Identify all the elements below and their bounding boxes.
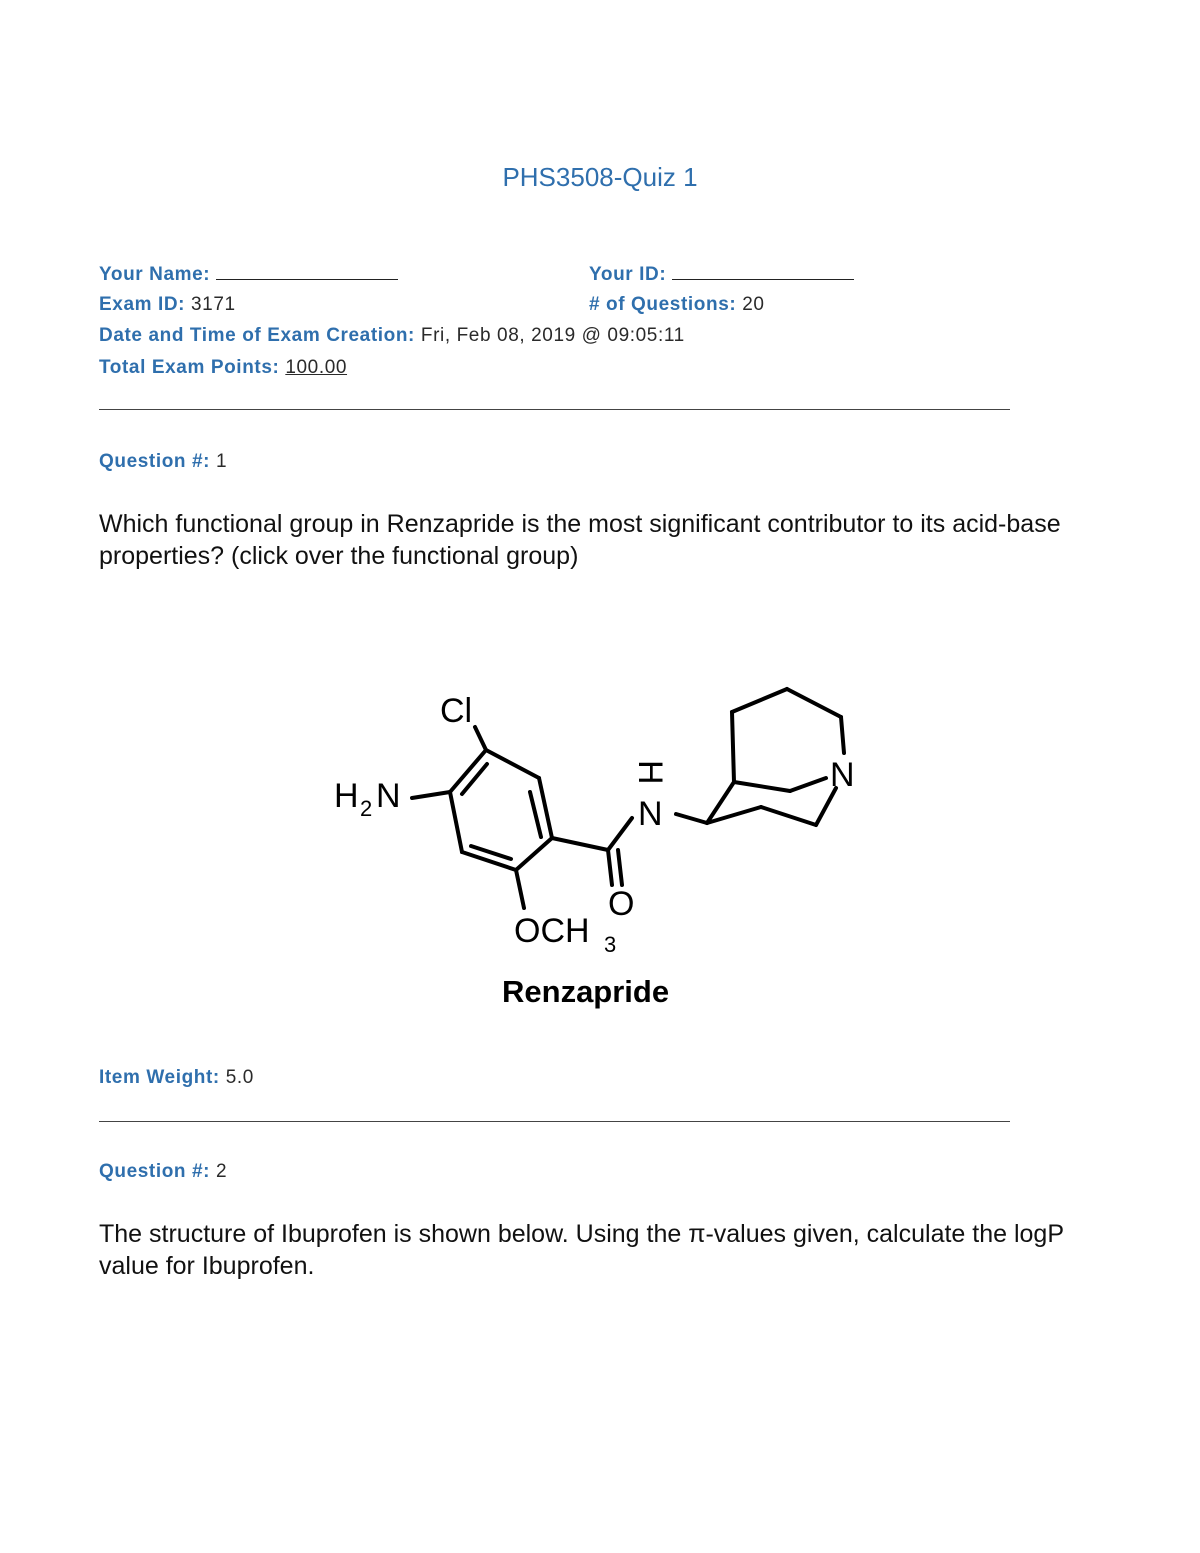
your-name-label: Your Name: — [99, 264, 211, 285]
atom-cl-label: Cl — [440, 692, 473, 730]
num-questions-label: # of Questions: — [589, 294, 737, 315]
total-points-value: 100.00 — [285, 357, 348, 378]
total-points-row — [99, 357, 347, 379]
atom-o-label: O — [608, 885, 635, 923]
question-1-number-row — [99, 451, 227, 473]
your-id-label: Your ID: — [589, 264, 667, 285]
atom-ring-n-label: N — [830, 756, 855, 794]
atom-h2n-n-label: N — [376, 777, 401, 815]
question-number: 1 — [216, 451, 228, 472]
num-questions-value: 20 — [742, 294, 765, 315]
atom-h2n-subscript: 2 — [360, 796, 373, 821]
creation-row — [99, 325, 685, 347]
question-2-text: The structure of Ibuprofen is shown below. Using the π-values given, calculate the logP value for Ibuprofen. — [99, 1220, 1064, 1280]
question-2-number-row — [99, 1161, 227, 1183]
exam-id-label: Exam ID: — [99, 294, 186, 315]
question-number: 2 — [216, 1161, 228, 1182]
your-id-blank[interactable] — [672, 263, 854, 280]
exam-id-row — [99, 294, 236, 316]
question-number-label: Question #: — [99, 451, 211, 472]
total-points-label: Total Exam Points: — [99, 357, 280, 378]
question-number-label: Question #: — [99, 1161, 211, 1182]
item-weight-value: 5.0 — [225, 1067, 254, 1088]
creation-label: Date and Time of Exam Creation: — [99, 325, 415, 346]
exam-title: PHS3508-Quiz 1 — [502, 162, 698, 192]
question-1-weight-row — [99, 1067, 254, 1089]
atom-och-subscript: 3 — [604, 932, 617, 957]
structure-caption: Renzapride — [502, 974, 670, 1009]
creation-value: Fri, Feb 08, 2019 @ 09:05:11 — [420, 325, 685, 346]
atom-nh-n-label: N — [638, 795, 663, 833]
atom-och-label: OCH — [514, 912, 590, 950]
renzapride-structure-image[interactable] — [320, 670, 880, 1020]
exam-id-value: 3171 — [191, 294, 236, 315]
atom-h2n-h-label: H — [334, 777, 359, 815]
question-1-text: Which functional group in Renzapride is the most significant contributor to its acid-base properties? (click over the functional group) — [99, 510, 1061, 570]
your-name-row — [99, 263, 398, 286]
item-weight-label: Item Weight: — [99, 1067, 220, 1088]
divider — [99, 409, 1010, 410]
num-questions-row — [589, 294, 765, 316]
your-name-blank[interactable] — [216, 263, 398, 280]
your-id-row — [589, 263, 854, 286]
atom-nh-h-label: H — [631, 760, 669, 785]
divider — [99, 1121, 1010, 1122]
